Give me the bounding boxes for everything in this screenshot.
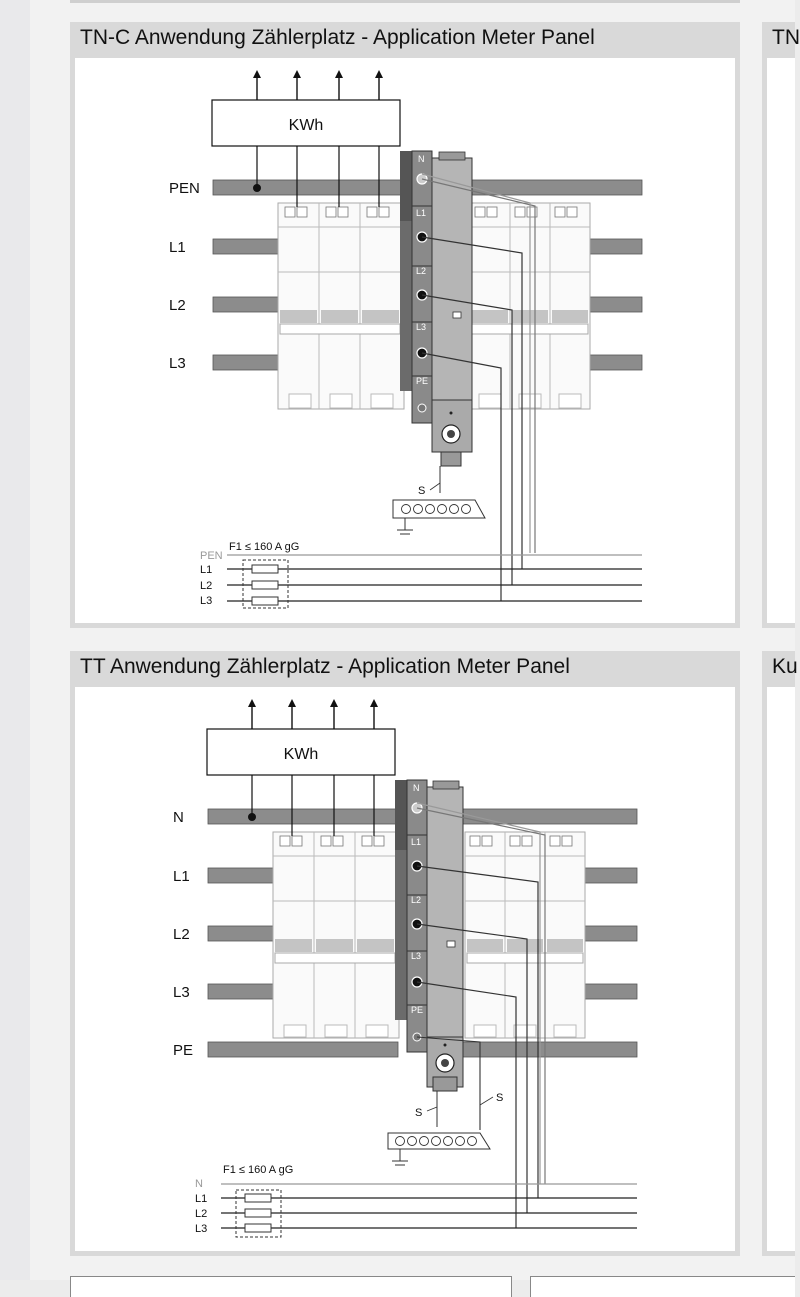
next-section-frame-left — [70, 1276, 512, 1297]
l2-rail-right — [585, 926, 637, 941]
device-label-l2: L2 — [416, 266, 427, 276]
rail-label-n: N — [173, 809, 184, 826]
surge-protector-device — [395, 780, 463, 1091]
next-section-frame-right — [530, 1276, 795, 1297]
earth-terminal-bar — [388, 1133, 490, 1165]
window-left-margin — [0, 0, 30, 1280]
ground-label-s-2: S — [496, 1092, 504, 1104]
panel-tt — [70, 651, 740, 1256]
rail-label-l1: L1 — [173, 868, 190, 885]
breaker-block-left — [278, 203, 404, 409]
rail-label-l2: L2 — [173, 926, 190, 943]
supply-label-l1: L1 — [200, 564, 213, 576]
meter-input-wires — [257, 146, 379, 207]
panel-tnc — [70, 22, 740, 628]
rail-label-l3: L3 — [169, 355, 186, 372]
side-panel-tn — [762, 22, 800, 628]
supply-label-l3: L3 — [200, 595, 213, 607]
rail-label-l1: L1 — [169, 239, 186, 256]
meter-output-arrows — [257, 78, 379, 100]
supply-line-wires — [227, 555, 642, 601]
ground-label-leader-2 — [480, 1097, 493, 1105]
tnc-wiring-diagram — [75, 58, 735, 623]
supply-label-l3: L3 — [195, 1223, 208, 1235]
supply-label-l2: L2 — [200, 580, 213, 592]
device-label-l2: L2 — [411, 895, 422, 905]
pen-rail-left — [213, 180, 403, 195]
l2-rail-right — [590, 297, 642, 312]
n-rail-right — [463, 809, 637, 824]
surge-protector-device — [400, 151, 472, 466]
fuse-label: F1 ≤ 160 A gG — [229, 541, 300, 553]
fuse-label: F1 ≤ 160 A gG — [223, 1164, 294, 1176]
side-panel-ku-title: Ku — [772, 655, 798, 678]
n-rail-left — [208, 809, 398, 824]
side-panel-tn-body — [767, 58, 795, 623]
device-label-l1: L1 — [411, 837, 422, 847]
l2-rail-left — [213, 297, 279, 312]
breaker-block-left — [273, 832, 399, 1038]
earth-terminal-bar — [393, 500, 485, 534]
ground-label-s-1: S — [415, 1107, 423, 1119]
rail-label-pen: PEN — [169, 180, 200, 197]
l2-rail-left — [208, 926, 274, 941]
l3-rail-right — [585, 984, 637, 999]
l1-rail-left — [213, 239, 279, 254]
panel-tt-title: TT Anwendung Zählerplatz - Application Meter Panel — [80, 655, 570, 678]
l1-rail-right — [585, 868, 637, 883]
supply-label-l1: L1 — [195, 1193, 208, 1205]
tt-wiring-diagram — [75, 687, 735, 1251]
device-label-l3: L3 — [411, 951, 422, 961]
kwh-meter-label: KWh — [283, 746, 319, 763]
previous-panel-edge — [70, 0, 740, 3]
l3-rail-right — [590, 355, 642, 370]
l1-rail-left — [208, 868, 274, 883]
pe-rail-left — [208, 1042, 398, 1057]
side-panel-ku-body — [767, 687, 795, 1251]
rail-label-l3: L3 — [173, 984, 190, 1001]
ground-label-s: S — [418, 485, 426, 497]
side-panel-tn-title: TN — [772, 26, 800, 49]
l3-rail-left — [208, 984, 274, 999]
l3-rail-left — [213, 355, 279, 370]
pen-connection-dot — [253, 184, 261, 192]
kwh-meter-label: KWh — [288, 117, 324, 134]
meter-output-arrows — [252, 707, 374, 729]
rail-label-l2: L2 — [169, 297, 186, 314]
device-label-n: N — [413, 783, 420, 793]
side-panel-ku — [762, 651, 798, 1256]
device-label-l1: L1 — [416, 208, 427, 218]
ground-label-leader — [430, 483, 440, 490]
device-label-l3: L3 — [416, 322, 427, 332]
device-label-n: N — [418, 154, 425, 164]
l1-rail-right — [590, 239, 642, 254]
pe-rail-right — [463, 1042, 637, 1057]
ground-label-leader-1 — [427, 1107, 437, 1111]
breaker-block-right — [465, 832, 585, 1038]
device-label-pe: PE — [416, 376, 429, 386]
rail-label-pe: PE — [173, 1042, 194, 1059]
panel-tnc-body — [75, 58, 735, 623]
meter-input-wires — [252, 775, 374, 836]
supply-label-n: N — [195, 1178, 203, 1190]
panel-tt-body — [75, 687, 735, 1251]
supply-label-pen: PEN — [200, 550, 223, 562]
n-connection-dot — [248, 813, 256, 821]
supply-label-l2: L2 — [195, 1208, 208, 1220]
supply-line-wires — [221, 1184, 637, 1228]
panel-tnc-title: TN-C Anwendung Zählerplatz - Application Meter Panel — [80, 26, 595, 49]
device-label-pe: PE — [411, 1005, 424, 1015]
